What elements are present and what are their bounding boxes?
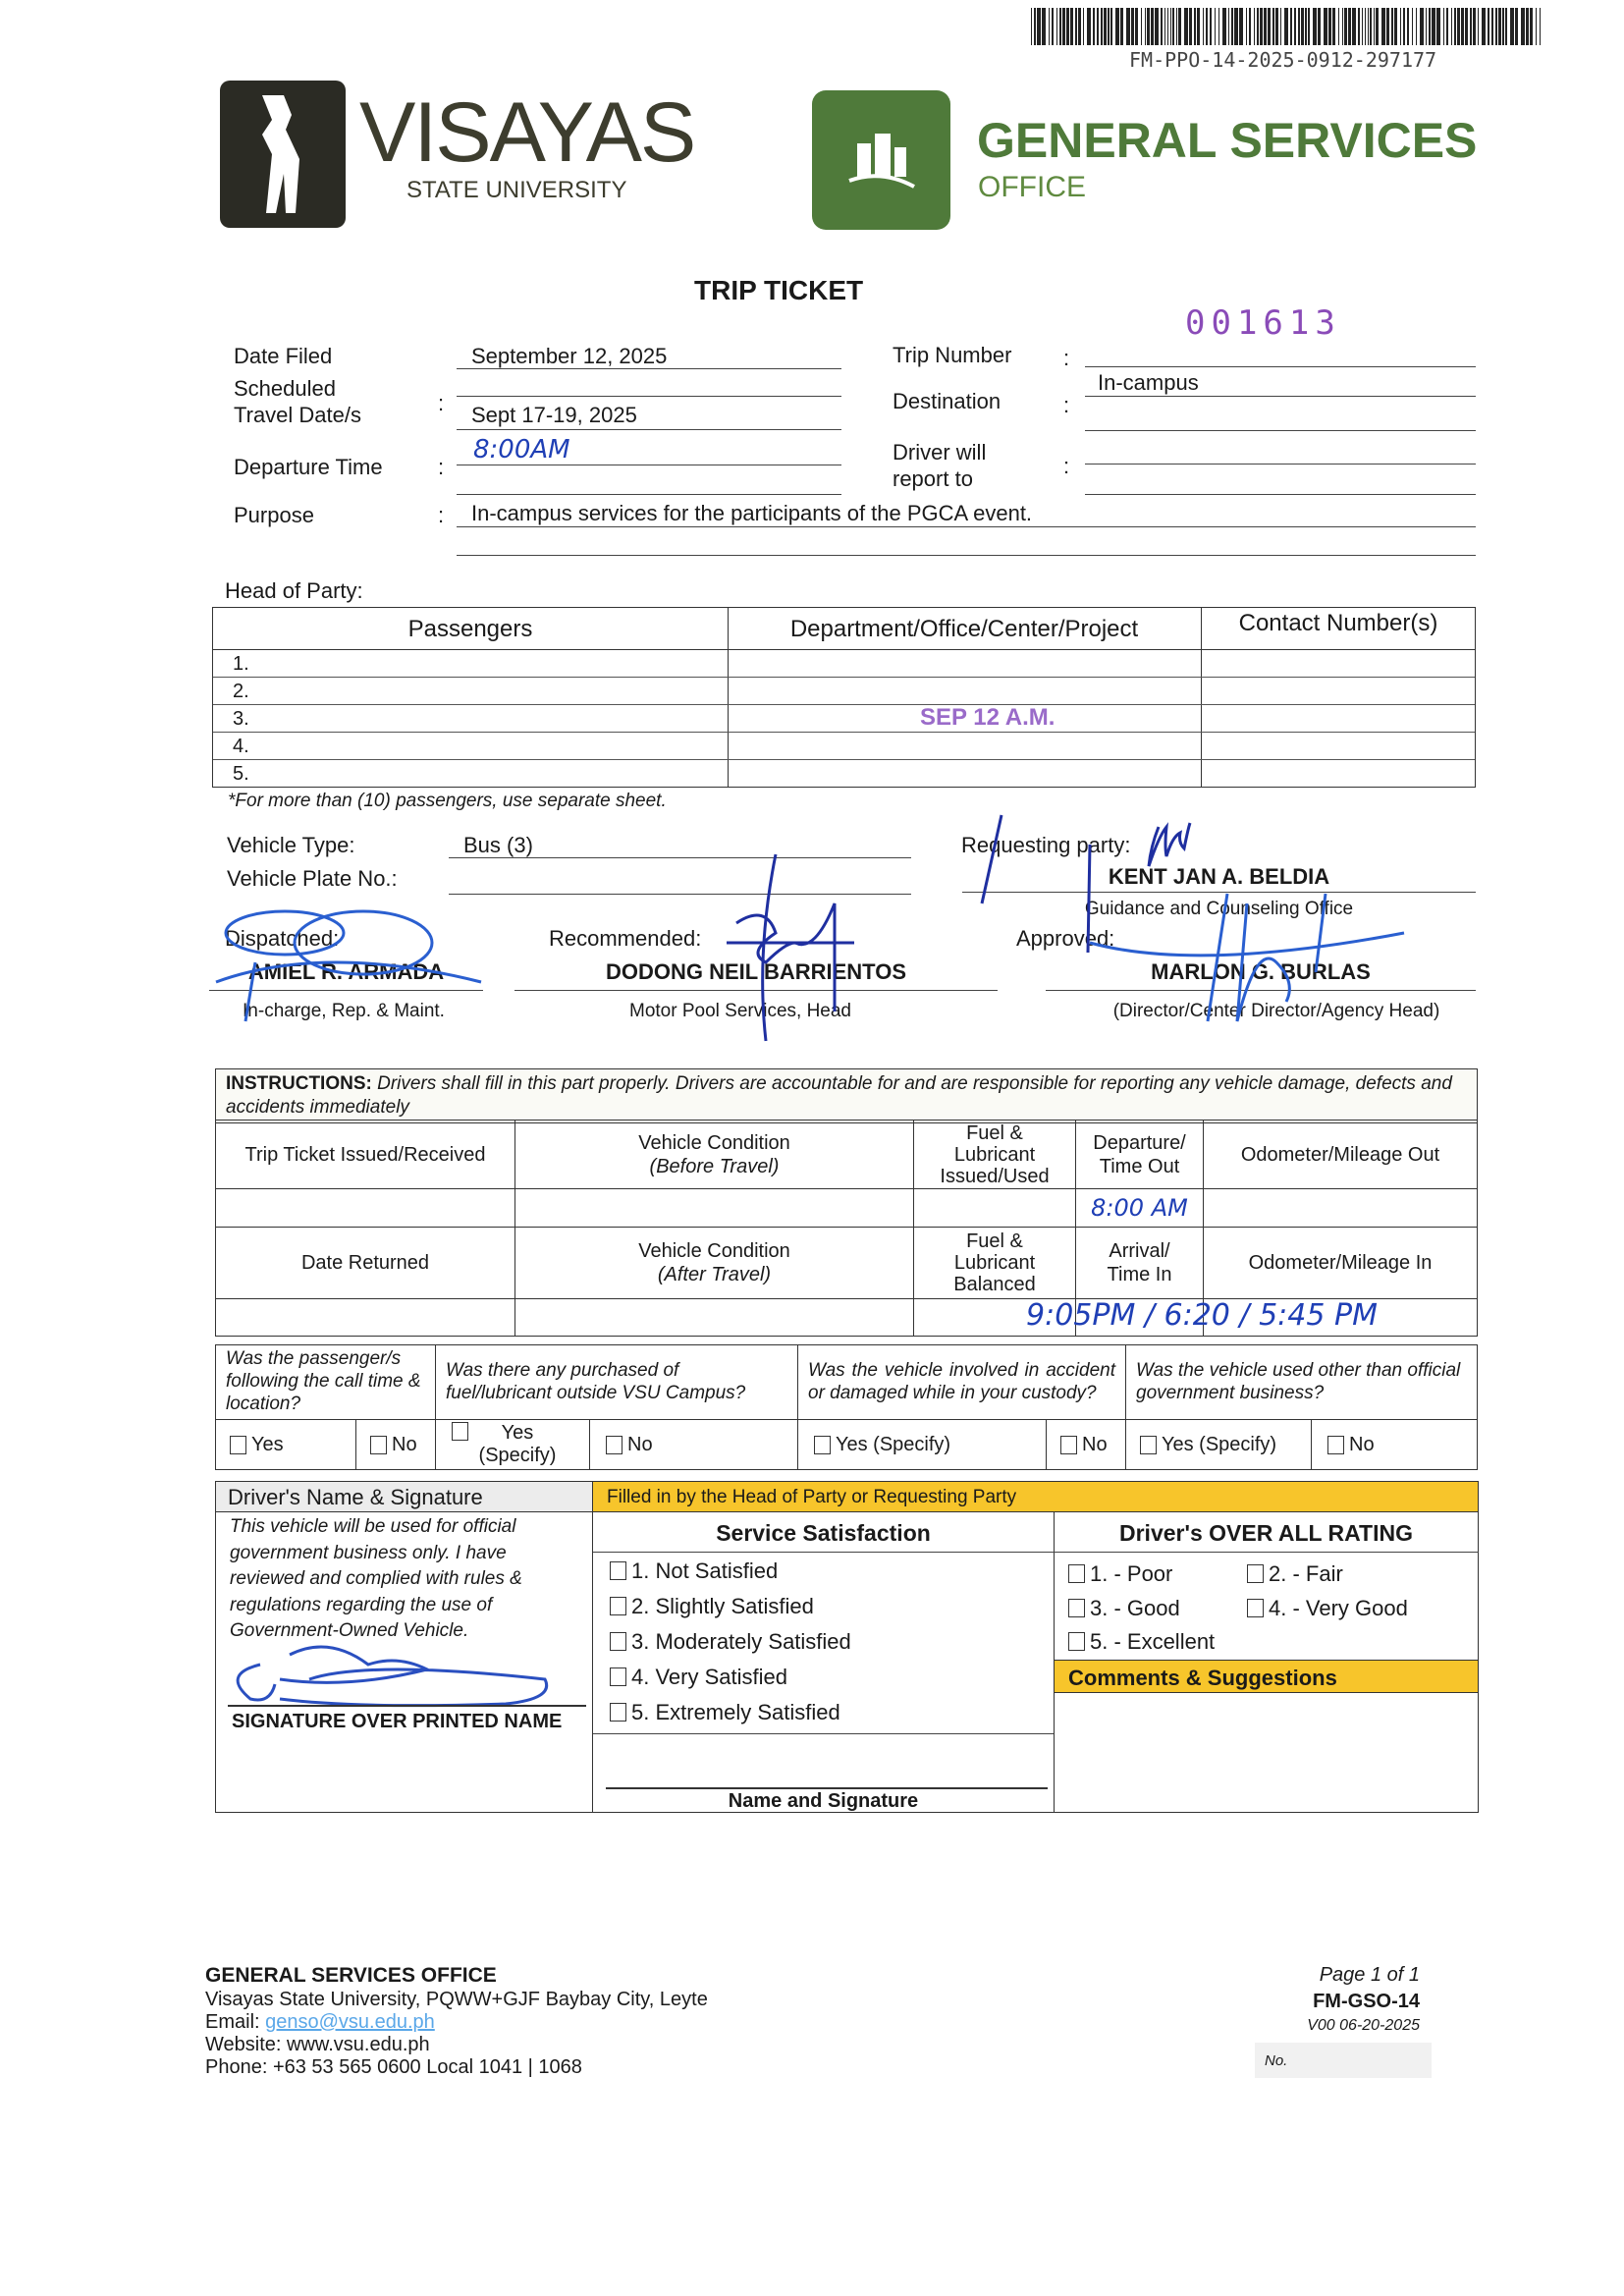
rating-option[interactable]	[1068, 1629, 1215, 1654]
barcode-bar	[1042, 8, 1046, 45]
checkbox[interactable]	[1060, 1436, 1077, 1454]
option-label: 1. - Poor	[1090, 1561, 1173, 1586]
option-label: 4. - Very Good	[1269, 1596, 1408, 1620]
instructions-box	[215, 1068, 1478, 1123]
colon: :	[438, 503, 445, 527]
barcode-bar	[1178, 8, 1181, 45]
approved-signature	[1080, 874, 1414, 1031]
recommended-title: Motor Pool Services, Head	[629, 1001, 851, 1021]
option-label: 2. - Fair	[1269, 1561, 1343, 1586]
time-in-value: 9:05PM / 6:20 / 5:45 PM	[1026, 1298, 1378, 1333]
requesting-party-office: Guidance and Counseling Office	[1084, 899, 1354, 919]
passenger-row: 1.	[233, 653, 249, 675]
barcode-bar	[1342, 8, 1343, 45]
checkbox[interactable]	[606, 1436, 623, 1454]
barcode-bar	[1358, 8, 1360, 45]
barcode-bar	[1215, 8, 1216, 45]
barcode-bar	[1155, 8, 1159, 45]
q2-no-option[interactable]	[589, 1419, 798, 1470]
option-label: 4. Very Satisfied	[631, 1665, 787, 1689]
satisfaction-banner: Filled in by the Head of Party or Requesting Party	[593, 1482, 1478, 1512]
barcode-bar	[1365, 8, 1366, 45]
driver-report-label-2: report to	[893, 466, 973, 491]
barcode-bar	[1540, 8, 1541, 45]
option-label: No	[627, 1434, 653, 1455]
barcode-bar	[1391, 8, 1393, 45]
dispatched-title: In-charge, Rep. & Maint.	[243, 1001, 445, 1021]
requesting-party-name: KENT JAN A. BELDIA	[1108, 864, 1330, 889]
barcode-bar	[1254, 8, 1255, 45]
scheduled-label: Scheduled	[234, 376, 336, 401]
colon: :	[1063, 346, 1070, 370]
barcode-bar	[1305, 8, 1307, 45]
barcode-bar	[1313, 8, 1317, 45]
barcode-bar	[1037, 8, 1041, 45]
barcode-bar	[1318, 8, 1321, 45]
barcode-bar	[1290, 8, 1292, 45]
question-call-time: Was the passenger/s following the call time & location?	[215, 1344, 436, 1420]
no-label: No.	[1265, 2052, 1288, 2069]
date-returned-field[interactable]	[215, 1298, 515, 1337]
dispatched-signature	[206, 903, 501, 1011]
barcode-bar	[1465, 8, 1468, 45]
footer-email-link[interactable]: genso@vsu.edu.ph	[265, 2011, 435, 2033]
barcode-bar	[1407, 8, 1409, 45]
head-of-party-label: Head of Party:	[225, 578, 363, 603]
barcode-bar	[1141, 8, 1142, 45]
time-out-field[interactable]	[1075, 1188, 1204, 1228]
rating-option[interactable]	[1068, 1596, 1180, 1620]
checkbox[interactable]	[230, 1436, 246, 1454]
barcode-bar	[1324, 8, 1327, 45]
barcode-bar	[1052, 8, 1054, 45]
barcode-bar	[1301, 8, 1304, 45]
barcode-bar	[1059, 8, 1061, 45]
barcode-bar	[1167, 8, 1168, 45]
header-fuel-balanced: Fuel & Lubricant Balanced	[913, 1227, 1076, 1299]
footer-address: Visayas State University, PQWW+GJF Baybay City, Leyte	[205, 1989, 708, 2010]
barcode-bar	[1400, 8, 1401, 45]
barcode-bar	[1376, 8, 1379, 45]
column-header-contact: Contact Number(s)	[1238, 610, 1438, 636]
option-label: 2. Slightly Satisfied	[631, 1594, 814, 1618]
rating-option[interactable]	[1247, 1561, 1343, 1586]
university-name: VISAYAS	[359, 85, 695, 180]
barcode-bar	[1420, 8, 1424, 45]
checkbox[interactable]	[1247, 1564, 1264, 1583]
serial-stamp: 001613	[1185, 303, 1341, 343]
barcode-bar	[1197, 8, 1200, 45]
received-stamp: SEP 12 A.M.	[920, 704, 1056, 731]
barcode-bar	[1294, 8, 1296, 45]
barcode-bar	[1234, 8, 1238, 45]
fuel-issued-field[interactable]	[913, 1188, 1076, 1228]
colon: :	[1063, 393, 1070, 417]
barcode-bar	[1457, 8, 1460, 45]
barcode-bar	[1498, 8, 1501, 45]
form-code: FM-GSO-14	[1313, 1991, 1420, 2012]
option-label: 3. - Good	[1090, 1596, 1180, 1620]
signature-caption: SIGNATURE OVER PRINTED NAME	[232, 1711, 563, 1732]
colon: :	[438, 455, 445, 479]
option-label: 1. Not Satisfied	[631, 1558, 779, 1583]
oblation-figure-icon	[249, 90, 318, 218]
vehicle-condition-after-field[interactable]	[514, 1298, 914, 1337]
footer-email-row	[205, 2011, 435, 2034]
dispatched-label: Dispatched:	[225, 926, 340, 951]
driver-header: Driver's Name & Signature	[216, 1482, 592, 1512]
barcode-bar	[1394, 8, 1397, 45]
barcode-bar	[1451, 8, 1452, 45]
driver-report-label: Driver will	[893, 440, 987, 465]
barcode-bar	[1231, 8, 1233, 45]
column-header-passengers: Passengers	[407, 616, 533, 642]
barcode-bar	[1403, 8, 1405, 45]
barcode-bar	[1461, 8, 1464, 45]
time-out-value: 8:00 AM	[1091, 1193, 1188, 1222]
barcode-bar	[1218, 8, 1219, 45]
recommended-name: DODONG NEIL BARRIENTOS	[606, 959, 906, 984]
barcode-bar	[1344, 8, 1347, 45]
barcode-bar	[1526, 8, 1529, 45]
approved-label: Approved:	[1016, 926, 1115, 951]
barcode-bar	[1189, 8, 1192, 45]
vehicle-type-value: Bus (3)	[463, 833, 533, 857]
office-subtitle: OFFICE	[978, 171, 1086, 203]
checkbox[interactable]	[1327, 1436, 1344, 1454]
barcode-bar	[1280, 8, 1281, 45]
barcode-bar	[1454, 8, 1456, 45]
footer-website: Website: www.vsu.edu.ph	[205, 2034, 430, 2055]
barcode	[1031, 8, 1546, 45]
barcode-bar	[1510, 8, 1514, 45]
approved-name: MARLON G. BURLAS	[1151, 959, 1371, 984]
barcode-bar	[1222, 8, 1226, 45]
passenger-row: 5.	[233, 763, 249, 785]
barcode-bar	[1246, 8, 1247, 45]
university-subtitle: STATE UNIVERSITY	[406, 177, 627, 203]
trip-ticket-issued-field[interactable]	[215, 1188, 515, 1228]
barcode-bar	[1147, 8, 1150, 45]
destination-label: Destination	[893, 389, 1001, 413]
no-box	[1255, 2043, 1432, 2078]
departure-value: 8:00AM	[473, 435, 570, 465]
barcode-bar	[1488, 8, 1489, 45]
barcode-bar	[1257, 8, 1259, 45]
checkbox[interactable]	[452, 1422, 468, 1441]
barcode-bar	[1381, 8, 1385, 45]
checkbox[interactable]	[1068, 1599, 1085, 1617]
q4-yes-option[interactable]	[1125, 1419, 1312, 1470]
option-label: No	[1349, 1434, 1375, 1455]
satisfaction-option[interactable]	[610, 1665, 787, 1689]
passenger-row: 3.	[233, 708, 249, 730]
header-date-returned: Date Returned	[215, 1227, 515, 1299]
barcode-bar	[1368, 8, 1369, 45]
option-label: Yes (Specify)	[1162, 1434, 1277, 1455]
satisfaction-option[interactable]	[610, 1558, 778, 1583]
barcode-bar	[1284, 8, 1288, 45]
option-label: Yes	[251, 1434, 284, 1455]
q1-yes-option[interactable]	[215, 1419, 356, 1470]
barcode-bar	[1264, 8, 1267, 45]
instructions-heading: INSTRUCTIONS:	[226, 1073, 372, 1094]
option-label: Yes (Specify)	[478, 1422, 557, 1466]
checkbox[interactable]	[370, 1436, 387, 1454]
header-odometer-out: Odometer/Mileage Out	[1203, 1120, 1478, 1189]
barcode-bar	[1495, 8, 1497, 45]
q3-yes-option[interactable]	[797, 1419, 1047, 1470]
barcode-bar	[1087, 8, 1091, 45]
barcode-bar	[1228, 8, 1229, 45]
question-accident: Was the vehicle involved in accident or damaged while in your custody?	[797, 1344, 1126, 1420]
vehicle-type-label: Vehicle Type:	[227, 833, 355, 857]
barcode-bar	[1446, 8, 1448, 45]
colon: :	[438, 391, 445, 415]
rating-option[interactable]	[1068, 1561, 1172, 1586]
purpose-label: Purpose	[234, 503, 314, 527]
header-trip-ticket-issued: Trip Ticket Issued/Received	[215, 1120, 515, 1189]
instructions-text: Drivers shall fill in this part properly. Drivers are accountable for and are responsible for reporting any vehicle damage, defects and accidents immediately	[226, 1073, 1452, 1118]
purpose-value: In-campus services for the participants of the PGCA event.	[471, 501, 1033, 525]
barcode-bar	[1049, 8, 1050, 45]
barcode-bar	[1164, 8, 1165, 45]
barcode-bar	[1131, 8, 1134, 45]
barcode-bar	[1482, 8, 1486, 45]
barcode-bar	[1370, 8, 1372, 45]
barcode-bar	[1206, 8, 1208, 45]
barcode-bar	[1386, 8, 1389, 45]
column-header-department: Department/Office/Center/Project	[789, 616, 1139, 642]
barcode-bar	[1115, 8, 1119, 45]
recommended-signature	[717, 854, 864, 1041]
barcode-bar	[1104, 8, 1107, 45]
barcode-bar	[1521, 8, 1525, 45]
option-label: No	[1082, 1434, 1108, 1455]
barcode-bar	[1172, 8, 1174, 45]
trip-number-label: Trip Number	[893, 343, 1012, 367]
option-label: Yes (Specify)	[836, 1434, 951, 1455]
barcode-bar	[1078, 8, 1081, 45]
barcode-bar	[1536, 8, 1537, 45]
barcode-bar	[1126, 8, 1130, 45]
header-fuel-issued: Fuel & Lubricant Issued/Used	[913, 1120, 1076, 1189]
checkbox[interactable]	[610, 1597, 626, 1615]
barcode-bar	[1249, 8, 1251, 45]
barcode-bar	[1062, 8, 1065, 45]
barcode-bar	[1108, 8, 1110, 45]
barcode-bar	[1161, 8, 1163, 45]
barcode-bar	[1075, 8, 1077, 45]
barcode-bar	[1176, 8, 1177, 45]
destination-value: In-campus	[1098, 370, 1199, 395]
checkbox[interactable]	[1068, 1632, 1085, 1651]
checkbox[interactable]	[610, 1703, 626, 1722]
driver-signature	[221, 1635, 555, 1704]
option-label: 5. Extremely Satisfied	[631, 1700, 840, 1724]
barcode-bar	[1298, 8, 1300, 45]
barcode-bar	[1093, 8, 1095, 45]
date-filed-label: Date Filed	[234, 344, 333, 368]
dispatched-name: AMIEL R. ARMADA	[247, 959, 445, 984]
barcode-bar	[1268, 8, 1271, 45]
vc-label: Vehicle Condition	[638, 1240, 790, 1262]
barcode-bar	[1328, 8, 1331, 45]
barcode-bar	[1505, 8, 1507, 45]
barcode-bar	[1443, 8, 1444, 45]
passenger-row: 2.	[233, 681, 249, 702]
barcode-bar	[1034, 8, 1036, 45]
office-name: GENERAL SERVICES	[977, 113, 1478, 168]
barcode-bar	[1101, 8, 1103, 45]
name-signature-label: Name and Signature	[728, 1790, 919, 1812]
page-title: TRIP TICKET	[694, 275, 864, 305]
rating-option[interactable]	[1247, 1596, 1408, 1620]
checkbox[interactable]	[610, 1667, 626, 1686]
vehicle-plate-label: Vehicle Plate No.:	[227, 866, 398, 891]
barcode-bar	[1352, 8, 1356, 45]
colon: :	[1063, 454, 1070, 478]
vc-sub: (After Travel)	[657, 1264, 772, 1285]
barcode-bar	[1031, 8, 1032, 45]
q1-no-option[interactable]	[355, 1419, 436, 1470]
barcode-bar	[1502, 8, 1504, 45]
question-other-use: Was the vehicle used other than official government business?	[1125, 1344, 1478, 1420]
barcode-bar	[1135, 8, 1138, 45]
barcode-bar	[1184, 8, 1188, 45]
footer-office: GENERAL SERVICES OFFICE	[205, 1964, 497, 1987]
checkbox[interactable]	[1140, 1436, 1157, 1454]
passenger-note: *For more than (10) passengers, use separate sheet.	[228, 791, 667, 811]
option-label: 5. - Excellent	[1090, 1629, 1216, 1654]
page-number: Page 1 of 1	[1319, 1964, 1420, 1986]
gso-logo-icon	[812, 90, 950, 230]
barcode-bar	[1151, 8, 1154, 45]
barcode-bar	[1470, 8, 1472, 45]
barcode-bar	[1436, 8, 1440, 45]
recommended-label: Recommended:	[549, 926, 702, 951]
scheduled-label-2: Travel Date/s	[234, 403, 362, 427]
checkbox[interactable]	[1247, 1599, 1264, 1617]
satisfaction-header: Service Satisfaction	[716, 1520, 931, 1546]
barcode-bar	[1478, 8, 1479, 45]
barcode-bar	[1145, 8, 1146, 45]
scheduled-value: Sept 17-19, 2025	[471, 403, 637, 427]
header-arrival-time-in: Arrival/ Time In	[1075, 1227, 1204, 1299]
barcode-bar	[1374, 8, 1375, 45]
footer-phone: Phone: +63 53 565 0600 Local 1041 | 1068	[205, 2056, 582, 2078]
barcode-bar	[1412, 8, 1413, 45]
barcode-bar	[1426, 8, 1427, 45]
barcode-bar	[1120, 8, 1123, 45]
satisfaction-option[interactable]	[610, 1700, 840, 1724]
checkbox[interactable]	[1068, 1564, 1085, 1583]
driver-statement: This vehicle will be used for official government business only. I have reviewed and complied with rules & regulations regarding the use of Government-Owned Vehicle.	[230, 1516, 522, 1642]
vc-sub: (Before Travel)	[649, 1155, 780, 1177]
barcode-bar	[1210, 8, 1212, 45]
barcode-bar	[1473, 8, 1476, 45]
checkbox[interactable]	[610, 1561, 626, 1580]
header-departure-time-out: Departure/ Time Out	[1075, 1120, 1204, 1189]
barcode-bar	[1083, 8, 1084, 45]
q2-yes-option[interactable]	[435, 1419, 590, 1470]
barcode-code: FM-PPO-14-2025-0912-297177	[1129, 48, 1437, 72]
barcode-bar	[1260, 8, 1263, 45]
satisfaction-option[interactable]	[610, 1594, 814, 1618]
barcode-bar	[1275, 8, 1278, 45]
q4-no-option[interactable]	[1311, 1419, 1478, 1470]
passengers-table	[212, 607, 1476, 788]
barcode-bar	[1239, 8, 1243, 45]
barcode-bar	[1530, 8, 1533, 45]
barcode-bar	[1348, 8, 1351, 45]
departure-label: Departure Time	[234, 455, 383, 479]
barcode-bar	[1066, 8, 1069, 45]
vehicle-condition-before-field[interactable]	[514, 1188, 914, 1228]
barcode-bar	[1056, 8, 1057, 45]
barcode-bar	[1362, 8, 1363, 45]
requesting-party-label: Requesting party:	[961, 833, 1131, 857]
form-version: V00 06-20-2025	[1307, 2017, 1420, 2034]
barcode-bar	[1194, 8, 1196, 45]
barcode-bar	[1097, 8, 1099, 45]
q3-no-option[interactable]	[1046, 1419, 1126, 1470]
vsu-logo	[220, 81, 346, 228]
date-filed-value: September 12, 2025	[471, 344, 668, 368]
comments-header: Comments & Suggestions	[1055, 1660, 1478, 1693]
header-odometer-in: Odometer/Mileage In	[1203, 1227, 1478, 1299]
checkbox[interactable]	[814, 1436, 831, 1454]
barcode-bar	[1416, 8, 1417, 45]
barcode-bar	[1332, 8, 1335, 45]
barcode-bar	[1515, 8, 1518, 45]
barcode-bar	[1203, 8, 1204, 45]
barcode-bar	[1432, 8, 1435, 45]
odometer-out-field[interactable]	[1203, 1188, 1478, 1228]
barcode-bar	[1070, 8, 1073, 45]
checkbox[interactable]	[610, 1632, 626, 1651]
question-fuel-purchase: Was there any purchased of fuel/lubricant outside VSU Campus?	[435, 1344, 798, 1420]
passenger-row: 4.	[233, 736, 249, 757]
header-vehicle-condition-after	[514, 1227, 914, 1299]
option-label: No	[392, 1434, 417, 1455]
barcode-bar	[1308, 8, 1310, 45]
rating-header: Driver's OVER ALL RATING	[1119, 1520, 1413, 1546]
option-label: 3. Moderately Satisfied	[631, 1629, 851, 1654]
comments-field[interactable]	[1056, 1695, 1477, 1811]
approved-title: (Director/Center Director/Agency Head)	[1112, 1001, 1440, 1021]
barcode-bar	[1110, 8, 1112, 45]
barcode-bar	[1491, 8, 1493, 45]
barcode-bar	[1429, 8, 1431, 45]
header-vehicle-condition-before	[514, 1120, 914, 1189]
satisfaction-option[interactable]	[610, 1629, 851, 1654]
email-label: Email:	[205, 2011, 266, 2033]
barcode-bar	[1338, 8, 1339, 45]
barcode-bar	[1170, 8, 1171, 45]
vc-label: Vehicle Condition	[638, 1131, 790, 1154]
barcode-bar	[1272, 8, 1274, 45]
